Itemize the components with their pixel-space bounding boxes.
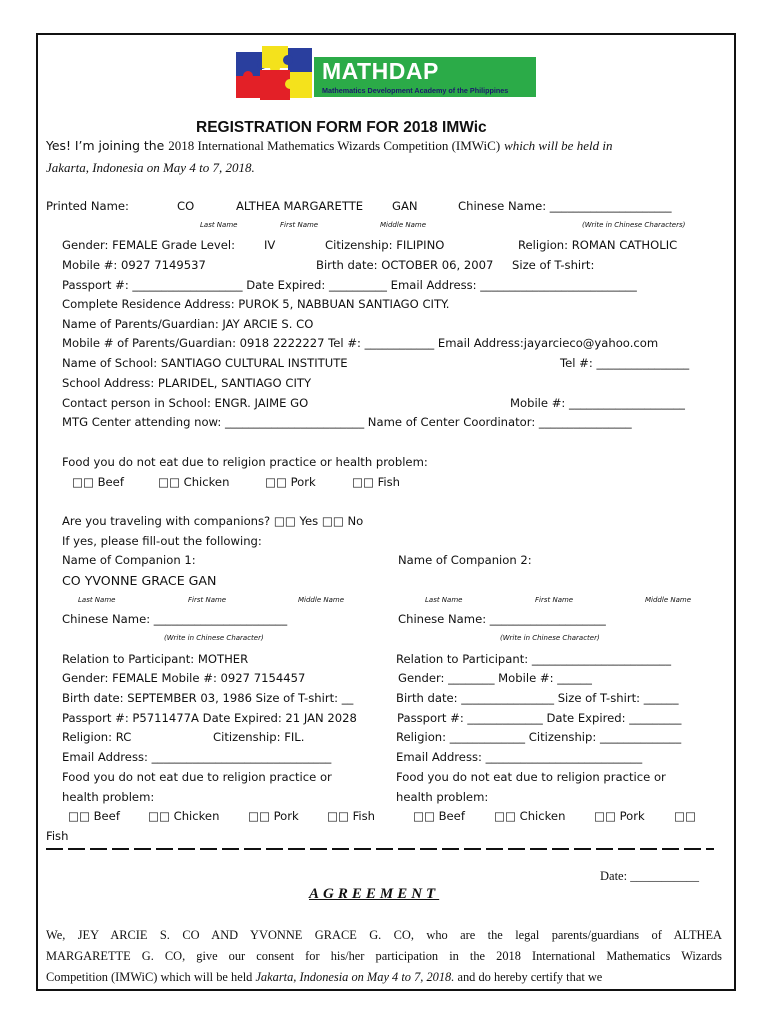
c1-sub-last: Last Name	[78, 596, 116, 604]
companion-2-email[interactable]: Email Address: ___________________________	[396, 750, 643, 764]
c2-sub-last: Last Name	[425, 596, 463, 604]
food-option-pork[interactable]: □□ Pork	[265, 475, 316, 489]
companion-1-birth[interactable]: Birth date: SEPTEMBER 03, 1986 Size of T-shirt: __	[62, 691, 354, 705]
dashed-separator	[46, 848, 714, 850]
c1-sub-chinese: (Write in Chinese Character)	[164, 634, 264, 642]
food-option-beef[interactable]: □□ Beef	[72, 475, 124, 489]
companion-1-food-q2: health problem:	[62, 790, 155, 804]
participant-last-name[interactable]: CO	[177, 199, 195, 213]
printed-name-label: Printed Name:	[46, 199, 129, 213]
companion-2-chinese[interactable]: Chinese Name: ____________________	[398, 612, 606, 626]
parents-name[interactable]: Name of Parents/Guardian: JAY ARCIE S. CO	[62, 317, 314, 331]
sub-first-name: First Name	[280, 221, 319, 229]
companion-2-food-q1: Food you do not eat due to religion practice or	[396, 770, 666, 784]
agreement-line-1: We, JEY ARCIE S. CO AND YVONNE GRACE G. CO, who are the legal parents/guardians of ALTHEA	[46, 928, 722, 942]
companion-2-gender-mobile[interactable]: Gender: ________ Mobile #: ______	[398, 671, 592, 685]
companion-1-relation[interactable]: Relation to Participant: MOTHER	[62, 652, 249, 666]
parents-mobile-line[interactable]: Mobile # of Parents/Guardian: 0918 2222227 Tel #: ____________ Email Address:jayarcieco@yahoo.com	[62, 336, 659, 350]
school-contact[interactable]: Contact person in School: ENGR. JAIME GO	[62, 396, 309, 410]
sub-last-name: Last Name	[200, 221, 238, 229]
agreement-title: AGREEMENT	[309, 886, 440, 902]
agreement-line-3c: and do hereby certify that we	[457, 970, 603, 984]
c1-sub-first: First Name	[188, 596, 227, 604]
intro-line-1	[46, 139, 612, 153]
c2-food-beef[interactable]: □□ Beef	[413, 809, 465, 823]
food-option-chicken[interactable]: □□ Chicken	[158, 475, 230, 489]
mtg-center-line[interactable]: MTG Center attending now: ________________________ Name of Center Coordinator: ________________	[62, 415, 632, 429]
intro-part-1: Yes! I’m joining the	[46, 138, 165, 153]
c2-food-fish-label: Fish	[46, 829, 69, 843]
school-tel[interactable]: Tel #: ________________	[560, 356, 690, 370]
participant-passport-line[interactable]: Passport #: ___________________ Date Expired: __________ Email Address: ___________________________	[62, 278, 637, 292]
school-name[interactable]: Name of School: SANTIAGO CULTURAL INSTITUTE	[62, 356, 348, 370]
food-question: Food you do not eat due to religion practice or health problem:	[62, 455, 428, 469]
companion-1-chinese[interactable]: Chinese Name: _______________________	[62, 612, 288, 626]
c1-sub-middle: Middle Name	[298, 596, 344, 604]
date-field[interactable]: Date: ___________	[600, 869, 699, 883]
logo-word: MATHDAP	[322, 58, 439, 84]
form-title: REGISTRATION FORM FOR 2018 IMWic	[196, 119, 487, 136]
companion-1-religion[interactable]: Religion: RC	[62, 730, 132, 744]
companion-2-birth[interactable]: Birth date: ________________ Size of T-shirt: ______	[396, 691, 679, 705]
companions-question[interactable]: Are you traveling with companions? □□ Yes □□ No	[62, 514, 364, 528]
c2-food-fish-box[interactable]: □□	[674, 809, 696, 823]
c1-food-pork[interactable]: □□ Pork	[248, 809, 299, 823]
participant-first-name[interactable]: ALTHEA MARGARETTE	[236, 199, 364, 213]
companion-2-passport[interactable]: Passport #: _____________ Date Expired: _________	[397, 711, 682, 725]
companion-1-food-q1: Food you do not eat due to religion practice or	[62, 770, 332, 784]
c1-food-fish[interactable]: □□ Fish	[327, 809, 376, 823]
participant-religion[interactable]: Religion: ROMAN CATHOLIC	[518, 238, 678, 252]
companion-1-name[interactable]: CO YVONNE GRACE GAN	[62, 573, 217, 588]
sub-chinese-chars: (Write in Chinese Characters)	[582, 221, 686, 229]
c2-sub-middle: Middle Name	[645, 596, 691, 604]
participant-birth-date[interactable]: Birth date: OCTOBER 06, 2007	[316, 258, 494, 272]
participant-mobile[interactable]: Mobile #: 0927 7149537	[62, 258, 206, 272]
logo-tagline: Mathematics Development Academy of the Philippines	[322, 86, 509, 95]
c2-food-pork[interactable]: □□ Pork	[594, 809, 645, 823]
c2-sub-first: First Name	[535, 596, 574, 604]
c1-food-beef[interactable]: □□ Beef	[68, 809, 120, 823]
agreement-line-2: MARGARETTE G. CO, give our consent for his/her participation in the 2018 International Mathematics Wizards	[46, 949, 722, 963]
companion-2-religion-citizenship[interactable]: Religion: _____________ Citizenship: ______________	[396, 730, 682, 744]
puzzle-logo-icon	[234, 44, 316, 104]
participant-address[interactable]: Complete Residence Address: PUROK 5, NABBUAN SANTIAGO CITY.	[62, 297, 450, 311]
participant-gender[interactable]: Gender: FEMALE Grade Level:	[62, 238, 236, 252]
sub-middle-name: Middle Name	[380, 221, 426, 229]
intro-part-3: which will be held in	[504, 138, 613, 153]
intro-line-2: Jakarta, Indonesia on May 4 to 7, 2018.	[46, 160, 255, 175]
agreement-line-3	[46, 967, 722, 988]
companion-2-food-q2: health problem:	[396, 790, 489, 804]
agreement-line-3a: Competition (IMWiC) which will be held	[46, 970, 253, 984]
companion-2-relation[interactable]: Relation to Participant: ________________________	[396, 652, 671, 666]
companion-2-header: Name of Companion 2:	[398, 553, 532, 567]
companion-1-header: Name of Companion 1:	[62, 553, 196, 567]
c2-sub-chinese: (Write in Chinese Character)	[500, 634, 600, 642]
participant-tshirt[interactable]: Size of T-shirt:	[512, 258, 595, 272]
c1-food-chicken[interactable]: □□ Chicken	[148, 809, 220, 823]
participant-chinese-name[interactable]: Chinese Name: _____________________	[458, 199, 672, 213]
companion-1-passport[interactable]: Passport #: P5711477A Date Expired: 21 JAN 2028	[62, 711, 357, 725]
companion-1-citizenship[interactable]: Citizenship: FIL.	[213, 730, 305, 744]
school-contact-mobile[interactable]: Mobile #: ____________________	[510, 396, 685, 410]
participant-grade[interactable]: IV	[264, 238, 276, 252]
participant-middle-name[interactable]: GAN	[392, 199, 418, 213]
agreement-line-3b: Jakarta, Indonesia on May 4 to 7, 2018.	[255, 970, 455, 984]
companion-1-gender-mobile[interactable]: Gender: FEMALE Mobile #: 0927 7154457	[62, 671, 306, 685]
companion-1-email[interactable]: Email Address: _______________________________	[62, 750, 332, 764]
companions-ifyes: If yes, please fill-out the following:	[62, 534, 262, 548]
intro-part-2: 2018 International Mathematics Wizards Competition (IMWiC)	[168, 138, 501, 153]
c2-food-chicken[interactable]: □□ Chicken	[494, 809, 566, 823]
food-option-fish[interactable]: □□ Fish	[352, 475, 401, 489]
participant-citizenship[interactable]: Citizenship: FILIPINO	[325, 238, 445, 252]
school-address[interactable]: School Address: PLARIDEL, SANTIAGO CITY	[62, 376, 312, 390]
